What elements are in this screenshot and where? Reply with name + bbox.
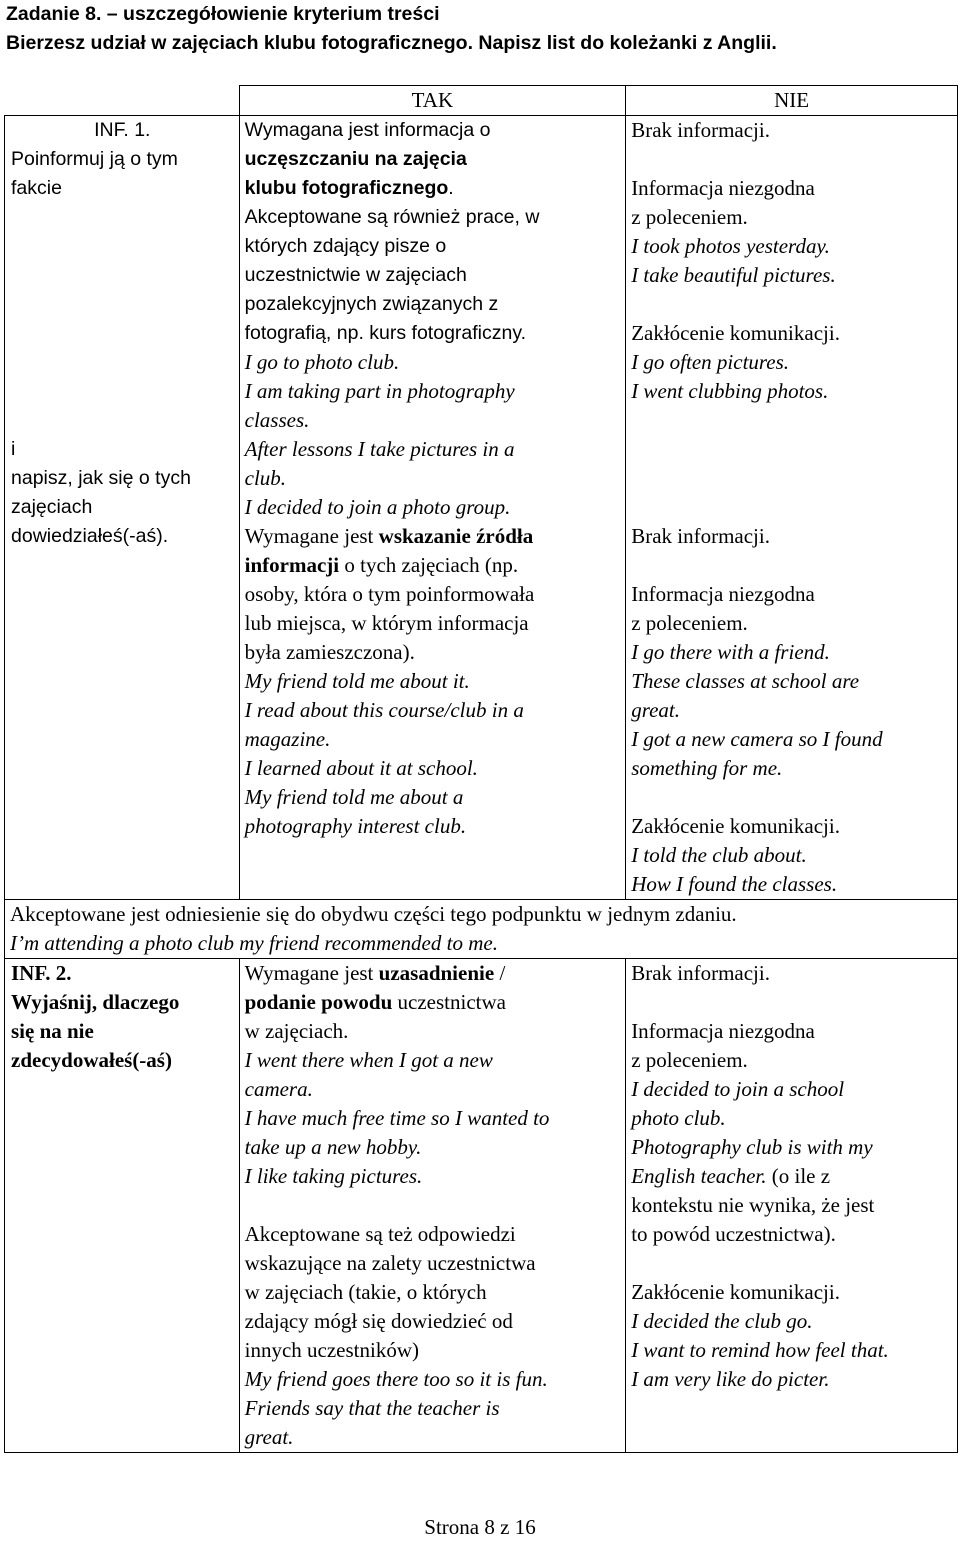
example-sentence: something for me.	[631, 756, 783, 780]
table-row-inf2	[5, 959, 958, 1453]
criterion-text: z poleceniem.	[631, 1048, 748, 1072]
inf2-number: INF. 2.	[11, 961, 72, 985]
example-sentence: These classes at school are	[631, 669, 860, 693]
criterion-text: wskazanie źródła	[378, 524, 534, 548]
example-sentence: magazine.	[244, 727, 331, 751]
example-sentence: take up a new hobby.	[244, 1135, 422, 1159]
note-text: Akceptowane jest odniesienie się do obydwu części tego podpunktu w jednym zdaniu.	[10, 902, 737, 926]
criterion-text: /	[494, 961, 506, 985]
example-sentence: English teacher.	[631, 1164, 767, 1188]
criterion-text: Zakłócenie komunikacji.	[631, 321, 840, 345]
criterion-text: to powód uczestnictwa).	[631, 1222, 836, 1246]
page-number: Strona 8 z 16	[424, 1515, 536, 1539]
example-sentence: My friend told me about it.	[244, 669, 470, 693]
criterion-text: Wymagane jest	[244, 961, 379, 985]
criterion-text: osoby, która o tym poinformowała	[244, 582, 535, 606]
criterion-text: uczestnictwie w zajęciach	[244, 264, 467, 286]
inf1-text: fakcie	[11, 177, 62, 199]
inf1-label-cell	[5, 116, 240, 900]
criterion-text: o tych zajęciach (np.	[339, 553, 519, 577]
inf1-number: INF. 1.	[94, 119, 151, 141]
criterion-text: fotografią, np. kurs fotograficzny.	[244, 322, 527, 344]
criterion-text: Wymagane jest	[244, 524, 379, 548]
criterion-text: w zajęciach.	[244, 1019, 349, 1043]
criterion-text: Brak informacji.	[631, 961, 770, 985]
inf2-text: się na nie	[11, 1019, 94, 1043]
example-sentence: I went there when I got a new	[244, 1048, 493, 1072]
criterion-text: innych uczestników)	[244, 1338, 419, 1362]
example-sentence: My friend told me about a	[244, 785, 464, 809]
criterion-text: klubu fotograficznego	[244, 177, 449, 199]
example-sentence: I go there with a friend.	[631, 640, 830, 664]
example-sentence: Photography club is with my	[631, 1135, 873, 1159]
inf2-label-cell	[5, 959, 240, 1453]
criterion-text: Akceptowane są również prace, w	[244, 206, 540, 228]
task-instruction: Bierzesz udział w zajęciach klubu fotograficznego. Napisz list do koleżanki z Anglii.	[6, 32, 777, 54]
inf2-nie-cell	[626, 959, 958, 1453]
example-sentence: How I found the classes.	[631, 872, 838, 896]
example-sentence: I decided to join a school	[631, 1077, 845, 1101]
criterion-text: Wymagana jest informacja o	[244, 119, 491, 141]
inf1-nie-a-cell	[626, 116, 958, 523]
inf1-text: napisz, jak się o tych	[11, 467, 191, 489]
example-sentence: classes.	[244, 408, 310, 432]
criterion-text: w zajęciach (takie, o których	[244, 1280, 487, 1304]
example-sentence: camera.	[244, 1077, 313, 1101]
column-header-tak: TAK	[239, 86, 626, 116]
criterion-text: z poleceniem.	[631, 205, 748, 229]
criterion-text: kontekstu nie wynika, że jest	[631, 1193, 875, 1217]
criteria-table	[4, 85, 958, 1453]
column-header-nie: NIE	[626, 86, 958, 116]
example-sentence: club.	[244, 466, 287, 490]
inf1-tak-b-cell	[239, 522, 626, 900]
example-sentence: I am taking part in photography	[244, 379, 515, 403]
criterion-text: Informacja niezgodna	[631, 582, 815, 606]
criterion-text: była zamieszczona).	[244, 640, 415, 664]
example-sentence: I got a new camera so I found	[631, 727, 883, 751]
example-sentence: great.	[244, 1425, 294, 1449]
inf1-text: zajęciach	[11, 496, 93, 518]
example-sentence: I want to remind how feel that.	[631, 1338, 889, 1362]
inf1-text: i	[11, 438, 16, 460]
inf1-note-cell	[5, 900, 958, 959]
criterion-text: zdający mógł się dowiedzieć od	[244, 1309, 513, 1333]
example-sentence: I go often pictures.	[631, 350, 790, 374]
criterion-text: których zdający pisze o	[244, 235, 447, 257]
example-sentence: photography interest club.	[244, 814, 467, 838]
criterion-text: informacji	[244, 553, 340, 577]
criterion-text: Brak informacji.	[631, 524, 770, 548]
table-header-row	[5, 86, 958, 116]
criterion-text: .	[448, 177, 454, 199]
example-sentence: photo club.	[631, 1106, 726, 1130]
criterion-text: Akceptowane są też odpowiedzi	[244, 1222, 516, 1246]
table-row-inf1-note	[5, 900, 958, 959]
criterion-text: uczęszczaniu na zajęcia	[244, 148, 467, 170]
example-sentence: great.	[631, 698, 680, 722]
inf1-tak-a-cell	[239, 116, 626, 523]
example-sentence: Friends say that the teacher is	[244, 1396, 500, 1420]
example-sentence: I read about this course/club in a	[244, 698, 524, 722]
criterion-text: Zakłócenie komunikacji.	[631, 1280, 840, 1304]
example-sentence: I decided to join a photo group.	[244, 495, 511, 519]
example-sentence: I am very like do picter.	[631, 1367, 830, 1391]
criterion-text: lub miejsca, w którym informacja	[244, 611, 529, 635]
criterion-text: uczestnictwa	[392, 990, 506, 1014]
task-title: Zadanie 8. – uszczegółowienie kryterium treści	[6, 3, 440, 25]
criterion-text: Informacja niezgodna	[631, 176, 815, 200]
example-sentence: I told the club about.	[631, 843, 807, 867]
criterion-text: Zakłócenie komunikacji.	[631, 814, 840, 838]
inf2-text: zdecydowałeś(-aś)	[11, 1048, 172, 1072]
example-sentence: My friend goes there too so it is fun.	[244, 1367, 548, 1391]
example-sentence: I have much free time so I wanted to	[244, 1106, 550, 1130]
example-sentence: After lessons I take pictures in a	[244, 437, 515, 461]
example-sentence: I’m attending a photo club my friend recommended to me.	[10, 931, 498, 955]
example-sentence: I learned about it at school.	[244, 756, 478, 780]
criterion-text: Informacja niezgodna	[631, 1019, 815, 1043]
example-sentence: I decided the club go.	[631, 1309, 813, 1333]
example-sentence: I like taking pictures.	[244, 1164, 423, 1188]
inf1-nie-b-cell	[626, 522, 958, 900]
inf2-text: Wyjaśnij, dlaczego	[11, 990, 180, 1014]
criterion-text: z poleceniem.	[631, 611, 748, 635]
example-sentence: I took photos yesterday.	[631, 234, 830, 258]
criterion-text: Brak informacji.	[631, 118, 770, 142]
example-sentence: I went clubbing photos.	[631, 379, 829, 403]
example-sentence: I go to photo club.	[244, 350, 400, 374]
inf2-tak-cell	[239, 959, 626, 1453]
table-row-inf1	[5, 116, 958, 523]
criterion-text: pozalekcyjnych związanych z	[244, 293, 499, 315]
inf1-text: dowiedziałeś(-aś).	[11, 525, 169, 547]
inf1-text: Poinformuj ją o tym	[11, 148, 178, 170]
criterion-text: wskazujące na zalety uczestnictwa	[244, 1251, 536, 1275]
criterion-text: (o ile z	[766, 1164, 831, 1188]
example-sentence: I take beautiful pictures.	[631, 263, 836, 287]
criterion-text: uzasadnienie	[378, 961, 495, 985]
criterion-text: podanie powodu	[244, 990, 393, 1014]
